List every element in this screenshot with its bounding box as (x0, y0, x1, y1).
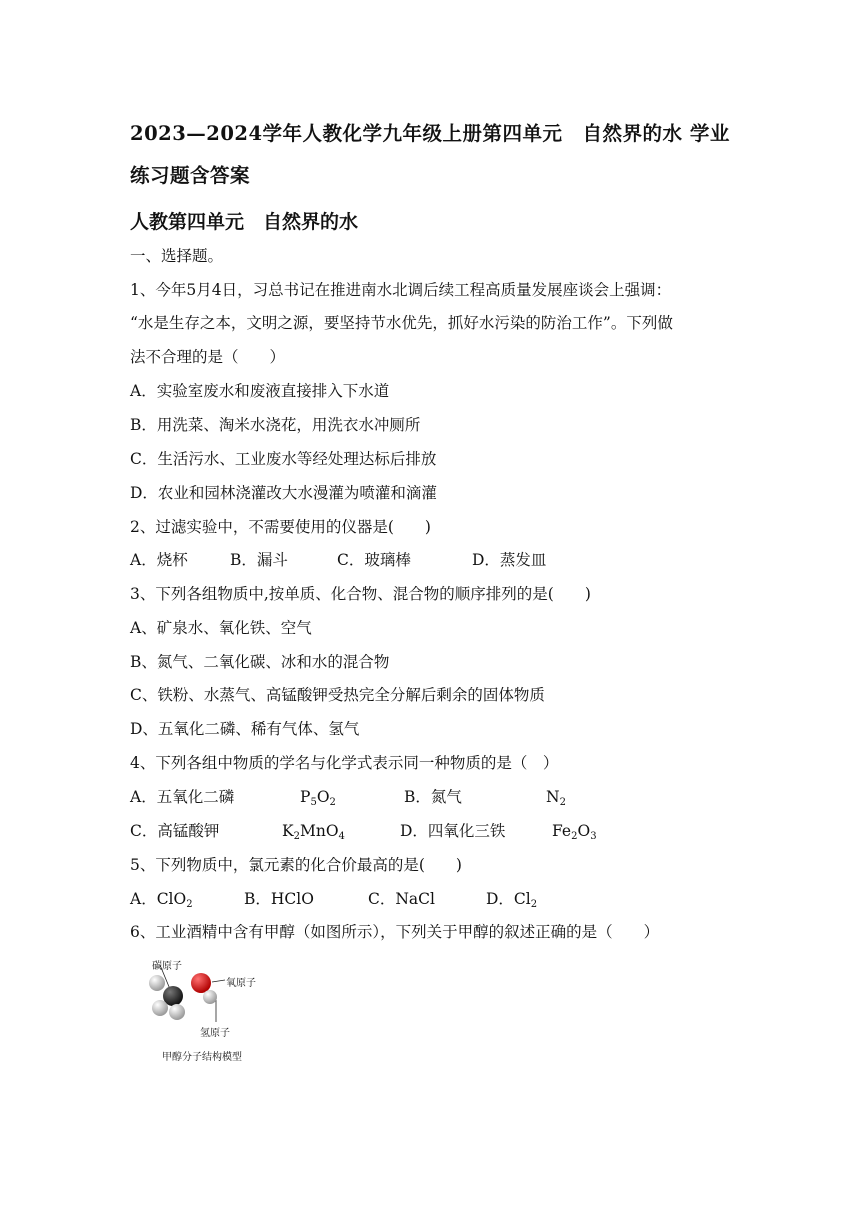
hydrogen-atom-2 (152, 1000, 168, 1016)
q2-option-a: A．烧杯 (130, 551, 188, 569)
q2-stem: 2、过滤实验中，不需要使用的仪器是( ) (130, 518, 431, 536)
q4-option-c-name: C．高锰酸钾 (130, 822, 220, 840)
q5-option-b: B．HClO (244, 890, 314, 908)
q3-option-a: A、矿泉水、氧化铁、空气 (130, 619, 312, 637)
q4-option-b-formula: $N_2$ (546, 788, 566, 808)
q6-stem: 6、工业酒精中含有甲醇（如图所示），下列关于甲醇的叙述正确的是（ ） (130, 923, 660, 941)
oxygen-atom (191, 973, 211, 993)
q5-option-c: C．NaCl (368, 890, 435, 908)
document-title-line2: 练习题含答案 (130, 164, 251, 187)
q1-option-a: A．实验室废水和废液直接排入下水道 (130, 382, 390, 400)
hydrogen-atom-4 (203, 990, 217, 1004)
q4-option-a-name: A．五氧化二磷 (130, 788, 235, 806)
section-heading: 一、选择题。 (130, 247, 224, 265)
q3-stem: 3、下列各组物质中,按单质、化合物、混合物的顺序排列的是( ) (130, 585, 591, 603)
q4-option-d-name: D．四氧化三铁 (400, 822, 506, 840)
q1-stem-line2: “水是生存之本，文明之源，要坚持节水优先，抓好水污染的防治工作”。下列做 (130, 314, 673, 332)
q4-stem: 4、下列各组中物质的学名与化学式表示同一种物质的是（ ） (130, 754, 559, 772)
q3-option-c: C、铁粉、水蒸气、高锰酸钾受热完全分解后剩余的固体物质 (130, 686, 545, 704)
q3-option-d: D、五氧化二磷、稀有气体、氢气 (130, 720, 360, 738)
q1-option-b: B．用洗菜、淘米水浇花，用洗衣水冲厕所 (130, 416, 421, 434)
figure-caption: 甲醇分子结构模型 (162, 1052, 242, 1063)
q1-option-c: C．生活污水、工业废水等经处理达标后排放 (130, 450, 437, 468)
q1-stem-line1: 1、今年5月4日，习总书记在推进南水北调后续工程高质量发展座谈会上强调： (130, 281, 672, 299)
hydrogen-label: 氢原子 (200, 1028, 230, 1039)
q2-option-d: D．蒸发皿 (472, 551, 547, 569)
oxygen-label: 氧原子 (226, 978, 256, 989)
hydrogen-atom-3 (169, 1004, 185, 1020)
methanol-model-figure (140, 950, 280, 1065)
carbon-label: 碳原子 (152, 961, 182, 972)
q3-option-b: B、氮气、二氧化碳、冰和水的混合物 (130, 653, 390, 671)
q4-option-a-formula: $P_5O_2$ (300, 788, 336, 808)
q5-stem: 5、下列物质中，氯元素的化合价最高的是( ) (130, 856, 462, 874)
q1-stem-line3: 法不合理的是（ ） (130, 348, 286, 366)
document-title-line1: 2023—2024学年人教化学九年级上册第四单元 自然界的水 学业 (130, 122, 730, 145)
q4-option-d-formula: $Fe_2O_3$ (552, 822, 597, 842)
q2-option-b: B．漏斗 (230, 551, 288, 569)
q5-option-d: D．$Cl_2$ (486, 890, 538, 910)
q2-option-c: C．玻璃棒 (337, 551, 411, 569)
oxygen-pointer-line (212, 980, 225, 982)
document-subtitle: 人教第四单元 自然界的水 (130, 211, 359, 233)
hydrogen-atom-1 (149, 975, 165, 991)
q4-option-b-name: B．氮气 (404, 788, 462, 806)
q4-option-c-formula: $K_2MnO_4$ (282, 822, 345, 842)
q1-option-d: D．农业和园林浇灌改大水漫灌为喷灌和滴灌 (130, 484, 437, 502)
q5-option-a: A．ClO$_2$ (130, 890, 193, 910)
